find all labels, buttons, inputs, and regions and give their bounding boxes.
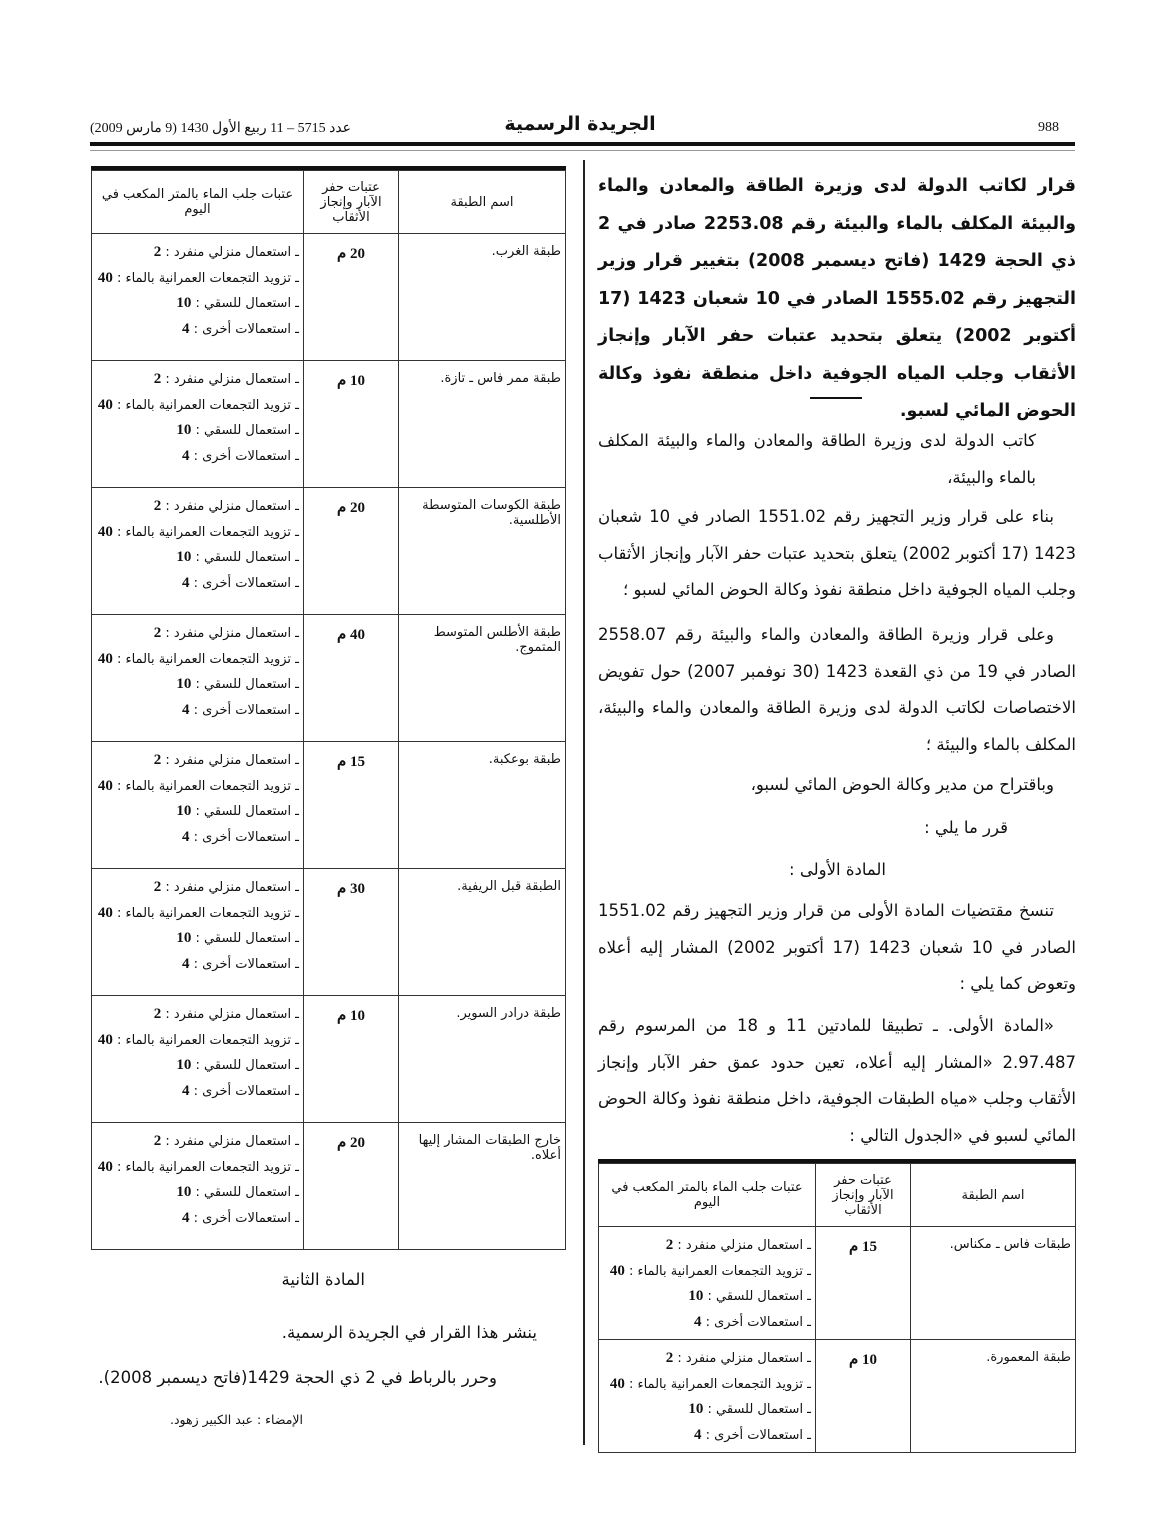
use-item [603,1346,811,1372]
table-row [599,1227,1076,1340]
table-row [92,996,566,1123]
table-row [599,1340,1076,1453]
header-layer-name: اسم الطبقة [911,1164,1076,1227]
drilling-depth: 10 م [304,361,399,488]
use-label: ـ تزويد التجمعات العمرانية بالماء : [116,270,299,286]
header-rule-thin [90,150,1075,151]
use-value: 10 [688,1401,704,1417]
use-value: 2 [153,1133,162,1149]
drilling-depth: 40 م [304,615,399,742]
use-item [96,1002,299,1028]
use-value: 10 [176,1184,192,1200]
use-value: 40 [97,777,113,794]
article-1-heading: المادة الأولى : [789,860,886,879]
use-label: ـ استعمال منزلي منفرد : [165,626,299,641]
use-label: ـ استعمال منزلي منفرد : [165,880,299,895]
use-item [96,698,299,724]
use-label: ـ استعمالات أخرى : [193,321,299,337]
use-value: 40 [97,650,113,667]
use-label: ـ استعمال منزلي منفرد : [165,1007,299,1022]
use-item [603,1310,811,1336]
use-label: ـ استعمال للسقي : [707,1402,811,1417]
use-item [96,799,299,825]
layer-name: طبقة المعمورة. [911,1340,1076,1453]
use-item [96,1079,299,1105]
use-label: ـ استعمالات أخرى : [193,448,299,464]
layer-name: طبقة بوعكبة. [399,742,566,869]
use-value: 4 [181,447,190,464]
use-item [96,926,299,952]
header-water-threshold: عتبات جلب الماء بالمتر المكعب في اليوم [599,1164,816,1227]
header-water-threshold: عتبات جلب الماء بالمتر المكعب في اليوم [92,171,304,234]
use-item [96,672,299,698]
use-item [603,1423,811,1449]
done-at: وحرر بالرباط في 2 ذي الحجة 1429(فاتح ديسمبر 2008). [98,1368,497,1387]
water-thresholds [92,234,304,361]
header-layer-name: اسم الطبقة [399,171,566,234]
use-item [96,291,299,317]
use-value: 10 [176,930,192,946]
use-item [96,875,299,901]
water-thresholds [92,1123,304,1250]
use-label: ـ استعمال للسقي : [195,677,299,692]
use-item [96,647,299,673]
use-label: ـ تزويد التجمعات العمرانية بالماء : [116,1032,299,1048]
use-value: 40 [97,523,113,540]
column-divider [583,160,585,1445]
use-label: ـ استعمالات أخرى : [193,956,299,972]
use-value: 40 [97,396,113,413]
use-item [96,1028,299,1054]
use-label: ـ تزويد التجمعات العمرانية بالماء : [116,905,299,921]
table-row [92,488,566,615]
use-label: ـ استعمال للسقي : [195,423,299,438]
use-label: ـ استعمال للسقي : [195,550,299,565]
use-value: 2 [153,752,162,768]
use-item [96,952,299,978]
use-item [96,418,299,444]
table-row [92,742,566,869]
use-item [603,1284,811,1310]
use-value: 2 [153,244,162,260]
use-item [96,545,299,571]
water-thresholds [92,742,304,869]
use-value: 4 [181,955,190,972]
use-value: 10 [176,1057,192,1073]
use-item [96,1155,299,1181]
use-item [96,825,299,851]
journal-title: الجريدة الرسمية [504,113,656,135]
use-item [96,1180,299,1206]
use-value: 2 [153,625,162,641]
use-item [96,367,299,393]
table-row [92,1123,566,1250]
use-label: ـ استعمال للسقي : [195,804,299,819]
thresholds-table-continued [598,1163,1076,1453]
use-value: 10 [176,295,192,311]
use-label: ـ تزويد التجمعات العمرانية بالماء : [116,778,299,794]
use-label: ـ تزويد التجمعات العمرانية بالماء : [116,397,299,413]
layer-name: طبقة الكوسات المتوسطة الأطلسية. [399,488,566,615]
table-row [92,869,566,996]
use-item [96,393,299,419]
table-row [92,361,566,488]
use-item [96,520,299,546]
use-item [96,266,299,292]
use-item [96,1206,299,1232]
use-label: ـ استعمالات أخرى : [705,1314,811,1330]
use-value: 40 [97,904,113,921]
preamble-3: وباقتراح من مدير وكالة الحوض المائي لسبو، [750,775,1054,794]
water-thresholds [92,869,304,996]
drilling-depth: 10 م [304,996,399,1123]
use-label: ـ استعمال منزلي منفرد : [677,1351,811,1366]
use-item [96,494,299,520]
use-value: 2 [153,879,162,895]
layer-name: طبقة ممر فاس ـ تازة. [399,361,566,488]
use-label: ـ استعمالات أخرى : [193,1083,299,1099]
use-label: ـ تزويد التجمعات العمرانية بالماء : [628,1376,811,1392]
signature: الإمضاء : عبد الكبير زهود. [170,1412,303,1427]
use-value: 2 [665,1350,674,1366]
use-label: ـ استعمالات أخرى : [193,702,299,718]
drilling-depth: 10 م [816,1340,911,1453]
water-thresholds [92,996,304,1123]
use-item [96,901,299,927]
use-value: 4 [693,1426,702,1443]
use-item [603,1233,811,1259]
water-thresholds [92,361,304,488]
layer-name: طبقة درادر السوير. [399,996,566,1123]
use-label: ـ تزويد التجمعات العمرانية بالماء : [116,1159,299,1175]
layer-name: طبقة الأطلس المتوسط المتموج. [399,615,566,742]
use-label: ـ تزويد التجمعات العمرانية بالماء : [116,524,299,540]
use-item [96,240,299,266]
use-value: 10 [688,1288,704,1304]
water-thresholds [599,1340,816,1453]
water-thresholds [92,615,304,742]
layer-name: طبقات فاس ـ مكناس. [911,1227,1076,1340]
use-value: 10 [176,549,192,565]
thresholds-table [91,170,566,1250]
authority: كاتب الدولة لدى وزيرة الطاقة والمعادن والماء والبيئة المكلف بالماء والبيئة، [598,431,1036,487]
article-2-text: ينشر هذا القرار في الجريدة الرسمية. [281,1323,537,1342]
use-value: 40 [97,1158,113,1175]
use-label: ـ استعمالات أخرى : [193,575,299,591]
use-item [603,1397,811,1423]
drilling-depth: 20 م [304,234,399,361]
article-1-text: تنسخ مقتضيات المادة الأولى من قرار وزير التجهيز رقم 1551.02 الصادر في 10 شعبان 1423 (17 أكتوبر 2002) المشار إليه أعلاه وتعوض كما يلي : [598,901,1076,993]
preamble-2: وعلى قرار وزيرة الطاقة والمعادن والماء والبيئة رقم 2558.07 الصادر في 19 من ذي القعدة 1423 (30 نوفمبر 2007) حول تفويض الاختصاصات لكاتب الدولة لدى وزيرة الطاقة والمعادن والماء والبيئة، المكلف بالماء والبيئة ؛ [598,625,1076,754]
use-item [603,1372,811,1398]
drilling-depth: 15 م [304,742,399,869]
article-2-heading: المادة الثانية [281,1270,365,1289]
use-label: ـ تزويد التجمعات العمرانية بالماء : [628,1263,811,1279]
use-label: ـ استعمال منزلي منفرد : [165,753,299,768]
use-item [96,1053,299,1079]
preamble-1: بناء على قرار وزير التجهيز رقم 1551.02 الصادر في 10 شعبان 1423 (17 أكتوبر 2002) يتعلق بتحديد عتبات حفر الآبار وإنجاز الأثقاب وجلب المياه الجوفية داخل منطقة نفوذ وكالة الحوض المائي لسبو ؛ [598,507,1076,599]
header-drilling-threshold: عتبات حفر الآبار وإنجاز الأثقاب [816,1164,911,1227]
use-value: 10 [176,676,192,692]
use-label: ـ استعمال منزلي منفرد : [165,245,299,260]
table-row [92,234,566,361]
drilling-depth: 20 م [304,1123,399,1250]
use-label: ـ استعمالات أخرى : [705,1427,811,1443]
use-value: 40 [609,1375,625,1392]
title-separator [810,397,862,399]
use-item [603,1259,811,1285]
layer-name: طبقة الغرب. [399,234,566,361]
use-item [96,317,299,343]
use-label: ـ استعمالات أخرى : [193,1210,299,1226]
use-label: ـ استعمال للسقي : [195,1185,299,1200]
layer-name: خارج الطبقات المشار إليها أعلاه. [399,1123,566,1250]
use-value: 4 [181,828,190,845]
use-value: 4 [181,320,190,337]
use-value: 4 [181,574,190,591]
use-label: ـ استعمال للسقي : [707,1289,811,1304]
drilling-depth: 20 م [304,488,399,615]
layer-name: الطبقة قبل الريفية. [399,869,566,996]
use-value: 4 [181,701,190,718]
use-value: 40 [97,269,113,286]
use-item [96,444,299,470]
use-item [96,774,299,800]
use-label: ـ استعمال للسقي : [195,1058,299,1073]
use-label: ـ استعمال للسقي : [195,296,299,311]
use-value: 4 [693,1313,702,1330]
use-value: 2 [665,1237,674,1253]
use-label: ـ استعمال منزلي منفرد : [165,372,299,387]
table-row [92,615,566,742]
use-value: 40 [609,1262,625,1279]
use-label: ـ استعمال منزلي منفرد : [165,1134,299,1149]
use-item [96,748,299,774]
header-drilling-threshold: عتبات حفر الآبار وإنجاز الأثقاب [304,171,399,234]
use-value: 4 [181,1209,190,1226]
use-value: 10 [176,422,192,438]
header-rule [90,142,1075,146]
decides: قرر ما يلي : [924,818,1008,837]
use-label: ـ استعمالات أخرى : [193,829,299,845]
use-label: ـ استعمال منزلي منفرد : [165,499,299,514]
use-value: 10 [176,803,192,819]
use-value: 4 [181,1082,190,1099]
use-item [96,621,299,647]
drilling-depth: 15 م [816,1227,911,1340]
use-label: ـ تزويد التجمعات العمرانية بالماء : [116,651,299,667]
use-value: 2 [153,498,162,514]
drilling-depth: 30 م [304,869,399,996]
use-label: ـ استعمال منزلي منفرد : [677,1238,811,1253]
decision-title: قرار لكاتب الدولة لدى وزيرة الطاقة والمعادن والماء والبيئة المكلف بالماء والبيئة رقم 2253.08 صادر في 2 ذي الحجة 1429 (فاتح ديسمبر 2008) بتغيير قرار وزير التجهيز رقم 1555.02 الصادر في 10 شعبان 1423 (17 أكتوبر 2002) يتعلق بتحديد عتبات حفر الآبار وإنجاز الأثقاب وجلب المياه الجوفية داخل منطقة نفوذ وكالة الحوض المائي لسبو. [598,176,1076,421]
use-value: 2 [153,371,162,387]
use-item [96,571,299,597]
use-label: ـ استعمال للسقي : [195,931,299,946]
use-value: 40 [97,1031,113,1048]
page-number: 988 [1038,120,1059,135]
use-value: 2 [153,1006,162,1022]
use-item [96,1129,299,1155]
article-1-quote: «المادة الأولى. ـ تطبيقا للمادتين 11 و 18 من المرسوم رقم 2.97.487 «المشار إليه أعلاه، تعين حدود عمق حفر الآبار وإنجاز الأثقاب وجلب «مياه الطبقات الجوفية، داخل منطقة نفوذ وكالة الحوض المائي لسبو في «الجدول التالي : [598,1016,1076,1145]
water-thresholds [92,488,304,615]
water-thresholds [599,1227,816,1340]
issue-info: عدد 5715 – 11 ربيع الأول 1430 (9 مارس 2009) [90,121,352,136]
